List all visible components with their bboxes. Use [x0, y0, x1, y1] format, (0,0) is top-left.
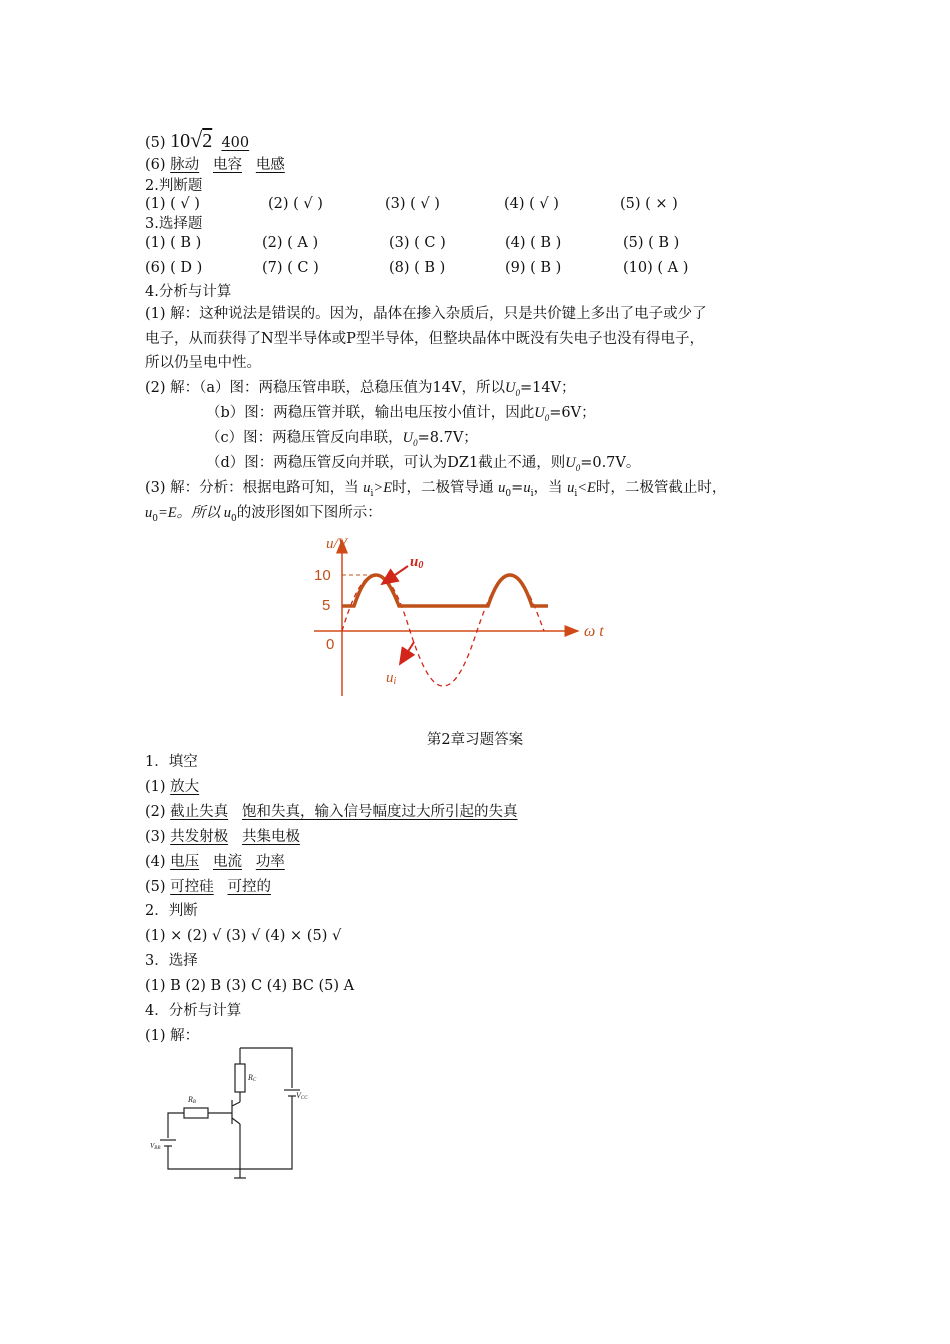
ch2-fill-1: (1) 放大	[145, 779, 200, 795]
x-axis-label: ω t	[584, 623, 604, 640]
ch2-choice-answers: (1) B (2) B (3) C (4) BC (5) A	[145, 978, 355, 994]
ch2-fill-3: (3) 共发射极 共集电极	[145, 829, 300, 845]
tick-10: 10	[314, 567, 331, 584]
ui-label: ui	[386, 670, 397, 687]
y-axis-label: u/V	[326, 536, 347, 552]
ten-root-two: 10√2	[170, 127, 213, 152]
q2-line-b: （b）图：两稳压管并联，输出电压按小值计，因此$U_0=6V$；	[206, 405, 596, 423]
uo-label: u0	[410, 554, 424, 571]
tick-0: 0	[326, 636, 335, 653]
ch2-choice-title: 3．选择	[145, 953, 198, 969]
waveform-diagram	[310, 528, 620, 700]
q2-line-c: （c）图：两稳压管反向串联，$U_0=8.7V$；	[206, 430, 478, 448]
fill-answer-5: (5) 10√2 400	[145, 127, 250, 152]
q3-line-1: (3) 解：分析：根据电路可知，当 $u_i>E$时，二极管导通 $u_0=u_i$，当 $u_i<E$时，二极管截止时，	[145, 480, 727, 499]
analysis-title: 4.分析与计算	[145, 284, 232, 300]
q2-line-a: (2) 解：（a）图：两稳压管串联，总稳压值为14V，所以$U_0=14V$；	[145, 380, 576, 398]
judge-title: 2.判断题	[145, 178, 203, 194]
transistor-circuit	[148, 1040, 308, 1185]
ch2-fill-5: (5) 可控硅 可控的	[145, 879, 271, 895]
rc-label: RC	[248, 1073, 257, 1083]
choice-title: 3.选择题	[145, 216, 203, 232]
ch2-fill-title: 1．填空	[145, 754, 198, 770]
ch2-q1: (1) 解：	[145, 1028, 200, 1044]
chapter-2-title: 第2章习题答案	[426, 732, 524, 748]
ch2-judge-answers: (1) × (2) √ (3) √ (4) × (5) √	[145, 928, 342, 944]
rb-label: RB	[188, 1095, 196, 1105]
ui-pointer	[400, 642, 414, 664]
q3-line-2: $u_0=E$。所以 $u_0$的波形图如下图所示：	[145, 505, 382, 524]
tick-5: 5	[322, 597, 331, 614]
ch2-fill-4: (4) 电压 电流 功率	[145, 854, 285, 870]
vbb-label: VBB	[150, 1142, 161, 1151]
rb-resistor	[184, 1108, 208, 1118]
ch2-judge-title: 2．判断	[145, 903, 198, 919]
q1-line-1: (1) 解：这种说法是错误的。因为，晶体在掺入杂质后，只是共价键上多出了电子或少了	[145, 306, 707, 322]
vcc-label: VCC	[296, 1091, 308, 1101]
ch2-fill-2: (2) 截止失真 饱和失真，输入信号幅度过大所引起的失真	[145, 804, 518, 820]
uo-pointer	[382, 566, 408, 584]
ch2-analysis-title: 4．分析与计算	[145, 1003, 242, 1019]
q1-line-2: 电子，从而获得了N型半导体或P型半导体，但整块晶体中既没有失电子也没有得电子，	[145, 331, 704, 347]
fill-answer-6: (6) 脉动 电容 电感	[145, 157, 285, 173]
q1-line-3: 所以仍呈电中性。	[145, 355, 261, 371]
q2-line-d: （d）图：两稳压管反向并联，可认为DZ1截止不通，则$U_0=0.7V$。	[206, 455, 641, 473]
uo-curve	[342, 575, 548, 606]
answer-400: 400	[221, 135, 250, 151]
rc-resistor	[235, 1064, 245, 1092]
